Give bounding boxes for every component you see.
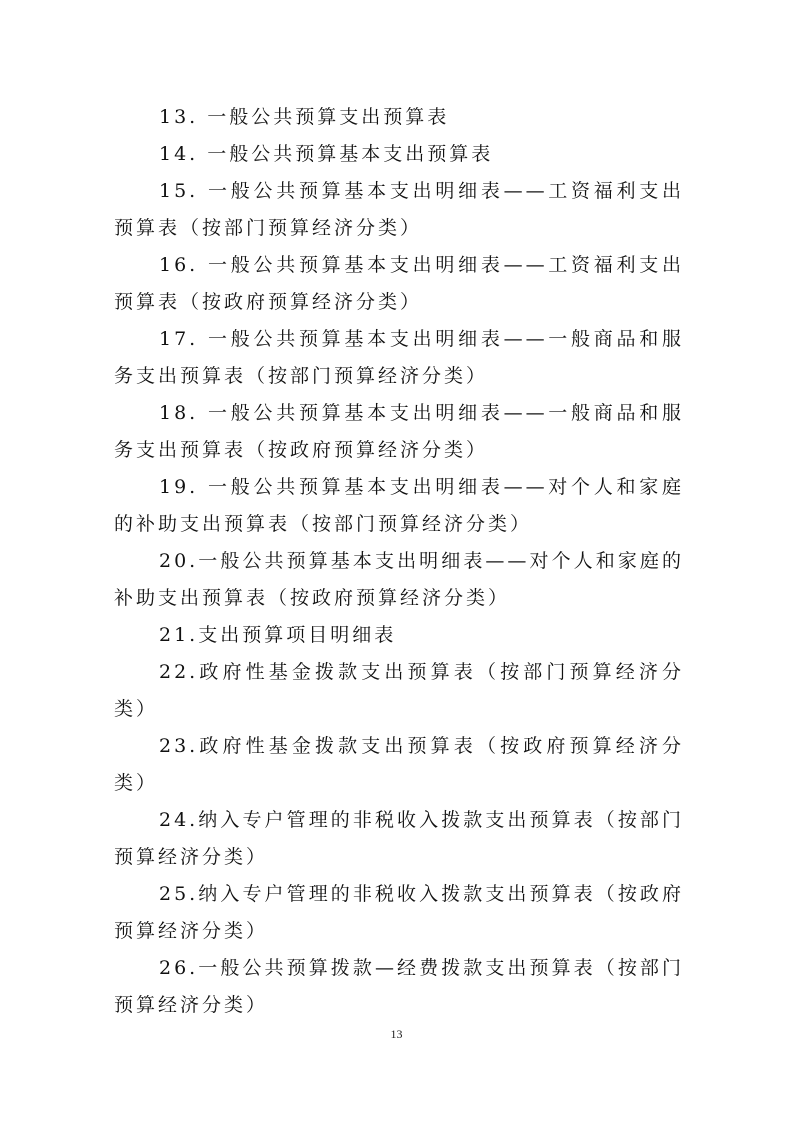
list-item-21: 21.支出预算项目明细表 [159, 624, 397, 646]
list-item-23: 23.政府性基金拨款支出预算表（按政府预算经济分类） [114, 735, 684, 794]
list-item-22: 22.政府性基金拨款支出预算表（按部门预算经济分类） [114, 661, 684, 720]
page-number: 13 [390, 1027, 403, 1041]
list-item-26: 26.一般公共预算拨款—经费拨款支出预算表（按部门预算经济分类） [114, 957, 684, 1016]
list-item-20: 20.一般公共预算基本支出明细表——对个人和家庭的补助支出预算表（按政府预算经济分类） [114, 550, 684, 609]
list-item-13: 13. 一般公共预算支出预算表 [159, 106, 450, 128]
list-item-17: 17. 一般公共预算基本支出明细表——一般商品和服务支出预算表（按部门预算经济分类） [114, 328, 684, 387]
list-item-18: 18. 一般公共预算基本支出明细表——一般商品和服务支出预算表（按政府预算经济分类） [114, 402, 684, 461]
list-item-14: 14. 一般公共预算基本支出预算表 [159, 143, 494, 165]
list-item-16: 16. 一般公共预算基本支出明细表——工资福利支出预算表（按政府预算经济分类） [114, 254, 684, 313]
table-list [114, 99, 684, 1024]
list-item-24: 24.纳入专户管理的非税收入拨款支出预算表（按部门预算经济分类） [114, 809, 684, 868]
list-item-19: 19. 一般公共预算基本支出明细表——对个人和家庭的补助支出预算表（按部门预算经济分类） [114, 476, 684, 535]
list-item-15: 15. 一般公共预算基本支出明细表——工资福利支出预算表（按部门预算经济分类） [114, 180, 684, 239]
list-item-25: 25.纳入专户管理的非税收入拨款支出预算表（按政府预算经济分类） [114, 883, 684, 942]
